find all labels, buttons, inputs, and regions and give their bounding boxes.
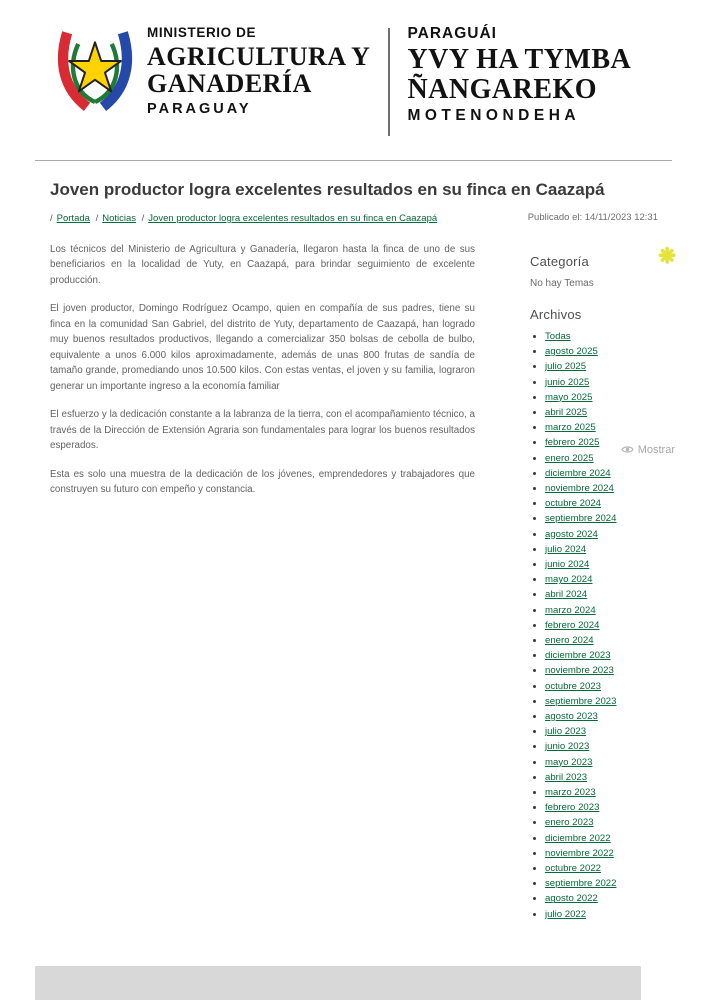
archive-item [545,572,672,587]
brand-guarani [407,26,631,124]
brand-gn-line2: ÑANGAREKO [407,73,598,105]
article-head [0,161,707,226]
breadcrumb-link[interactable]: Joven productor logra excelentes resultados en su finca en Caazapá [148,212,438,224]
brand-gn-top: PARAGUÁI [407,25,497,42]
archive-item [545,557,672,572]
breadcrumb-link[interactable]: Noticias [102,212,136,224]
breadcrumb-item [96,211,136,226]
breadcrumb-separator: / [141,212,145,224]
archive-link[interactable]: marzo 2024 [545,604,596,616]
breadcrumb [50,211,490,226]
mostrar-overlay[interactable] [618,442,678,458]
brand-divider [388,28,390,136]
archive-link[interactable]: julio 2024 [545,543,587,555]
archive-item [545,679,672,694]
archive-item [545,785,672,800]
archive-link[interactable]: agosto 2024 [545,528,598,540]
asterisk-icon[interactable]: ❋ [658,244,676,268]
sidebar [512,242,676,922]
archive-item [545,618,672,633]
archive-link[interactable]: mayo 2024 [545,574,593,586]
archive-link[interactable]: agosto 2022 [545,893,598,905]
archive-item [545,466,672,481]
archive-link[interactable]: diciembre 2022 [545,832,611,844]
archive-link[interactable]: junio 2024 [545,558,590,570]
page-title: Joven productor logra excelentes resultados en su finca en Caazapá [50,180,605,199]
archive-link[interactable]: octubre 2022 [545,863,602,875]
archive-item [545,648,672,663]
archive-item [545,344,672,359]
site-header [0,0,707,136]
archive-item [545,527,672,542]
archive-link[interactable]: marzo 2025 [545,422,596,434]
archive-item [545,633,672,648]
brand-es-top: MINISTERIO DE [147,25,257,40]
archive-link[interactable]: enero 2024 [545,635,594,646]
footer-bar [35,966,641,1000]
category-empty-text: No hay Temas [530,277,594,289]
archive-item [545,481,672,496]
archive-item [545,800,672,815]
archive-link[interactable]: mayo 2025 [545,391,593,403]
archive-link[interactable]: septiembre 2024 [545,513,617,525]
archive-item [545,663,672,678]
archives-list [530,329,672,922]
breadcrumb-link[interactable]: Portada [56,212,90,224]
archive-item [545,511,672,526]
archive-link[interactable]: julio 2022 [545,908,587,920]
archive-link[interactable]: agosto 2025 [545,346,598,358]
archive-link[interactable]: febrero 2024 [545,619,600,631]
archive-item [545,831,672,846]
archive-link[interactable]: noviembre 2024 [545,482,614,494]
archive-item [545,694,672,709]
mag-logo-icon [55,28,135,119]
brand-gn-bottom: MOTENONDEHA [407,107,581,125]
archive-link[interactable]: octubre 2023 [545,680,602,692]
archive-link[interactable]: Todas [545,330,571,342]
article-paragraph: Esta es solo una muestra de la dedicación de los jóvenes, emprendedores y trabajadores que construyen su futuro con empeño y constancia. [50,468,475,496]
published-date: Publicado el: 14/11/2023 12:31 [527,211,658,223]
brand-es-line1: AGRICULTURA Y [147,42,371,72]
archive-item [545,861,672,876]
archive-link[interactable]: abril 2025 [545,406,588,418]
archive-link[interactable]: julio 2025 [545,361,587,373]
archive-item [545,846,672,861]
archive-item [545,375,672,390]
archive-link[interactable]: febrero 2023 [545,802,600,814]
archive-item [545,329,672,344]
archives-heading: Archivos [530,306,582,322]
archive-link[interactable]: septiembre 2022 [545,878,617,890]
archive-link[interactable]: noviembre 2022 [545,847,614,859]
archive-item [545,390,672,405]
archive-item [545,405,672,420]
archive-link[interactable]: septiembre 2023 [545,695,617,707]
archive-link[interactable]: diciembre 2023 [545,650,611,662]
archive-item [545,755,672,770]
archive-link[interactable]: abril 2024 [545,589,588,601]
archive-link[interactable]: enero 2025 [545,452,594,464]
archive-item [545,907,672,922]
brand-gn-line1: YVY HA TYMBA [407,44,632,76]
archive-item [545,420,672,435]
mostrar-label: Mostrar [637,443,675,456]
archive-item [545,587,672,602]
archive-item [545,724,672,739]
article-paragraph: El esfuerzo y la dedicación constante a la labranza de la tierra, con el acompañamiento técnico, a través de la Dirección de Extensión Agraria son fundamentales para lograr los buenos resultados esperados. [50,409,475,452]
archive-item [545,770,672,785]
archive-link[interactable]: abril 2023 [545,771,588,783]
article-body [50,242,475,922]
article-paragraph: Los técnicos del Ministerio de Agricultura y Ganadería, llegaron hasta la finca de uno de sus beneficiarios en la localidad de Yuty, en Caazapá, para brindar seguimiento de excelente producción. [50,243,475,286]
archive-link[interactable]: junio 2023 [545,741,590,753]
brand-es-bottom: PARAGUAY [147,100,252,117]
archive-link[interactable]: enero 2023 [545,817,594,829]
archive-link[interactable]: junio 2025 [545,376,590,388]
archive-item [545,891,672,906]
archive-item [545,815,672,830]
article-paragraph: El joven productor, Domingo Rodríguez Ocampo, quien en compañía de sus padres, tiene su finca en la comunidad San Gabriel, del distrito de Yuty, departamento de Caazapá, han logrado muy buenos resultados productivos, llegando a comercializar 350 bolsas de cebolla de bulbo, equivalente a unos 6.000 kilos aproximadamente, además de unas 800 frutas de sandía de tamaño grande, promediando unos 10.500 kilos. Con estas ventas, el joven y su familia, lograron generar un importante ingreso a la economía familiar [50,303,475,392]
breadcrumb-separator: / [50,212,53,224]
brand-spanish [147,26,370,117]
breadcrumb-item [50,211,90,226]
archive-item [545,709,672,724]
archive-link[interactable]: marzo 2023 [545,787,596,799]
breadcrumb-separator: / [95,212,99,224]
archive-item [545,739,672,754]
archive-item [545,603,672,618]
archive-item [545,876,672,891]
eye-icon [621,444,634,455]
archive-link[interactable]: julio 2023 [545,726,587,738]
archive-link[interactable]: febrero 2025 [545,437,600,449]
archive-link[interactable]: diciembre 2024 [545,467,611,479]
category-heading: Categoría [530,253,589,269]
archive-item [545,542,672,557]
archive-link[interactable]: octubre 2024 [545,498,602,510]
content-area [0,226,707,922]
breadcrumb-item [142,211,438,226]
brand-es-line2: GANADERÍA [147,69,312,99]
archive-item [545,496,672,511]
archive-link[interactable]: noviembre 2023 [545,665,614,677]
archive-item [545,359,672,374]
archive-link[interactable]: mayo 2023 [545,756,593,768]
archive-link[interactable]: agosto 2023 [545,711,598,723]
